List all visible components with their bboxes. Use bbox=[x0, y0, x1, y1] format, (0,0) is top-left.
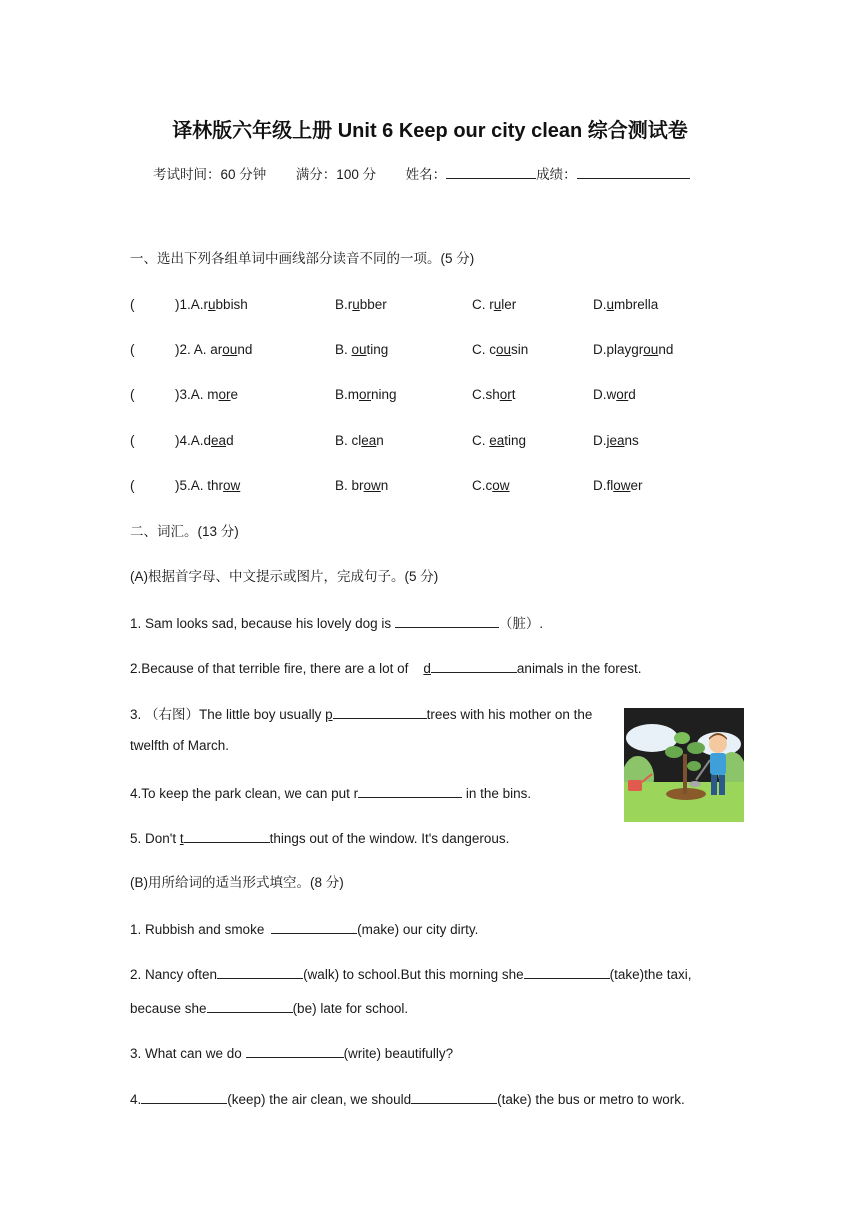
option-d bbox=[593, 341, 673, 359]
word-part: D.j bbox=[593, 433, 610, 448]
option-d bbox=[593, 477, 643, 495]
word-part: C.sh bbox=[472, 387, 500, 402]
option-d bbox=[593, 386, 636, 404]
word-part: ting bbox=[366, 342, 389, 357]
option-c bbox=[472, 432, 526, 450]
underlined-part: ea bbox=[361, 433, 377, 448]
question-number: )4. bbox=[175, 433, 191, 448]
underlined-part: ea bbox=[211, 433, 227, 448]
answer-blank[interactable] bbox=[395, 613, 499, 628]
underlined-part: ou bbox=[222, 342, 238, 357]
question-number: )3. bbox=[175, 387, 191, 402]
exam-info bbox=[153, 164, 690, 184]
answer-blank[interactable] bbox=[333, 704, 427, 719]
underlined-part: u bbox=[208, 297, 216, 312]
partA-q5: 5. Don't t things out of the window. It's dangerous. bbox=[130, 828, 509, 848]
option-b bbox=[335, 296, 387, 314]
underlined-part: u bbox=[606, 297, 615, 312]
option-c bbox=[472, 296, 516, 314]
score-label: 成绩： bbox=[536, 167, 577, 182]
word-part: D.playgr bbox=[593, 342, 644, 357]
answer-blank[interactable] bbox=[184, 828, 270, 843]
partA-q3-continued: twelfth of March. bbox=[130, 738, 230, 753]
answer-blank[interactable] bbox=[431, 658, 517, 673]
answer-blank[interactable] bbox=[141, 1089, 227, 1104]
partB-q1: 1. Rubbish and smoke (make) our city dirty. bbox=[130, 919, 478, 939]
underlined-part: or bbox=[499, 387, 512, 402]
word-part: nd bbox=[237, 342, 253, 357]
word-part: mbrella bbox=[614, 297, 659, 312]
underlined-part: ow bbox=[492, 478, 510, 493]
word-part: B. br bbox=[335, 478, 364, 493]
word-part: sin bbox=[511, 342, 529, 357]
partB-q2-continued: because she (be) late for school. bbox=[130, 998, 408, 1018]
partB-heading: (B)用所给词的适当形式填空。(8 分) bbox=[130, 875, 344, 890]
question-number: )1. bbox=[175, 297, 191, 312]
word-part: C.c bbox=[472, 478, 493, 493]
word-part: B.r bbox=[335, 297, 353, 312]
option-b bbox=[335, 341, 388, 359]
option-b bbox=[335, 386, 397, 404]
word-part: ning bbox=[371, 387, 397, 402]
name-label: 姓名： bbox=[405, 167, 447, 182]
word-part: e bbox=[230, 387, 239, 402]
answer-paren[interactable]: ( bbox=[130, 478, 135, 493]
word-part: B. cl bbox=[335, 433, 362, 448]
partA-q1: 1. Sam looks sad, because his lovely dog is （脏）. bbox=[130, 613, 543, 633]
option-c bbox=[472, 341, 528, 359]
word-part: ns bbox=[624, 433, 639, 448]
option-c bbox=[472, 386, 516, 404]
option-a bbox=[175, 341, 252, 359]
answer-blank[interactable] bbox=[524, 964, 610, 979]
underlined-part: u bbox=[493, 297, 502, 312]
word-part: B. bbox=[335, 342, 352, 357]
word-part: D. bbox=[593, 297, 607, 312]
page-title: 译林版六年级上册 Unit 6 Keep our city clean 综合测试卷 bbox=[172, 120, 688, 142]
answer-paren[interactable]: ( bbox=[130, 297, 135, 312]
partB-q3: 3. What can we do (write) beautifully? bbox=[130, 1043, 453, 1063]
answer-blank[interactable] bbox=[358, 783, 462, 798]
option-a bbox=[175, 477, 240, 495]
word-part: D.w bbox=[593, 387, 617, 402]
word-part: nd bbox=[658, 342, 674, 357]
section1-heading: 一、选出下列各组单词中画线部分读音不同的一项。(5 分) bbox=[130, 251, 475, 266]
word-part: A. m bbox=[190, 387, 219, 402]
word-part: bbish bbox=[215, 297, 248, 312]
option-b bbox=[335, 432, 384, 450]
question-number: )5. bbox=[175, 478, 191, 493]
word-part: A.r bbox=[190, 297, 209, 312]
word-part: n bbox=[380, 478, 389, 493]
word-part: C. r bbox=[472, 297, 494, 312]
option-c bbox=[472, 477, 510, 495]
answer-paren[interactable]: ( bbox=[130, 387, 135, 402]
partA-heading: (A)根据首字母、中文提示或图片，完成句子。(5 分) bbox=[130, 569, 439, 584]
partA-q4: 4.To keep the park clean, we can put r in the bins. bbox=[130, 783, 531, 803]
boy-watering-tree-illustration bbox=[624, 708, 744, 822]
underlined-part: u bbox=[352, 297, 360, 312]
answer-paren[interactable]: ( bbox=[130, 342, 135, 357]
word-part: D.fl bbox=[593, 478, 614, 493]
word-part: t bbox=[511, 387, 516, 402]
option-a bbox=[175, 296, 248, 314]
underlined-part: ow bbox=[613, 478, 631, 493]
underlined-part: ow bbox=[223, 478, 241, 493]
partB-q4: 4. (keep) the air clean, we should (take) the bus or metro to work. bbox=[130, 1089, 685, 1109]
word-part: C. c bbox=[472, 342, 497, 357]
underlined-part: or bbox=[616, 387, 629, 402]
underlined-part: or bbox=[218, 387, 231, 402]
underlined-part: or bbox=[359, 387, 372, 402]
option-a bbox=[175, 432, 234, 450]
full-score: 满分：100 分 bbox=[295, 167, 377, 182]
underlined-part: ou bbox=[643, 342, 659, 357]
word-part: A. ar bbox=[190, 342, 223, 357]
answer-blank[interactable] bbox=[246, 1043, 344, 1058]
partB-q2: 2. Nancy often (walk) to school.But this morning she (take)the taxi, bbox=[130, 964, 691, 984]
underlined-part: ou bbox=[496, 342, 512, 357]
underlined-part: ow bbox=[363, 478, 381, 493]
answer-blank[interactable] bbox=[271, 919, 357, 934]
word-part: d bbox=[628, 387, 636, 402]
partA-q3: 3. （右图）The little boy usually p trees with his mother on the bbox=[130, 704, 592, 724]
option-d bbox=[593, 432, 639, 450]
answer-blank[interactable] bbox=[217, 964, 303, 979]
word-part: d bbox=[226, 433, 234, 448]
answer-paren[interactable]: ( bbox=[130, 433, 135, 448]
option-b bbox=[335, 477, 388, 495]
word-part: bber bbox=[359, 297, 387, 312]
answer-blank[interactable] bbox=[207, 998, 293, 1013]
word-part: C. bbox=[472, 433, 490, 448]
word-part: ting bbox=[504, 433, 527, 448]
option-a bbox=[175, 386, 238, 404]
option-d bbox=[593, 296, 658, 314]
answer-blank[interactable] bbox=[411, 1089, 497, 1104]
word-part: er bbox=[630, 478, 643, 493]
word-part: B.m bbox=[335, 387, 360, 402]
word-part: n bbox=[376, 433, 384, 448]
exam-time: 考试时间：60 分钟 bbox=[153, 167, 267, 182]
name-field[interactable] bbox=[446, 164, 536, 179]
question-number: )2. bbox=[175, 342, 191, 357]
partA-q2: 2.Because of that terrible fire, there are a lot of d animals in the forest. bbox=[130, 658, 641, 678]
word-part: A.d bbox=[190, 433, 212, 448]
word-part: ler bbox=[501, 297, 517, 312]
underlined-part: ea bbox=[609, 433, 625, 448]
section2-heading: 二、词汇。(13 分) bbox=[130, 524, 239, 539]
score-field[interactable] bbox=[577, 164, 690, 179]
underlined-part: ea bbox=[489, 433, 505, 448]
underlined-part: ou bbox=[351, 342, 367, 357]
word-part: A. thr bbox=[190, 478, 224, 493]
